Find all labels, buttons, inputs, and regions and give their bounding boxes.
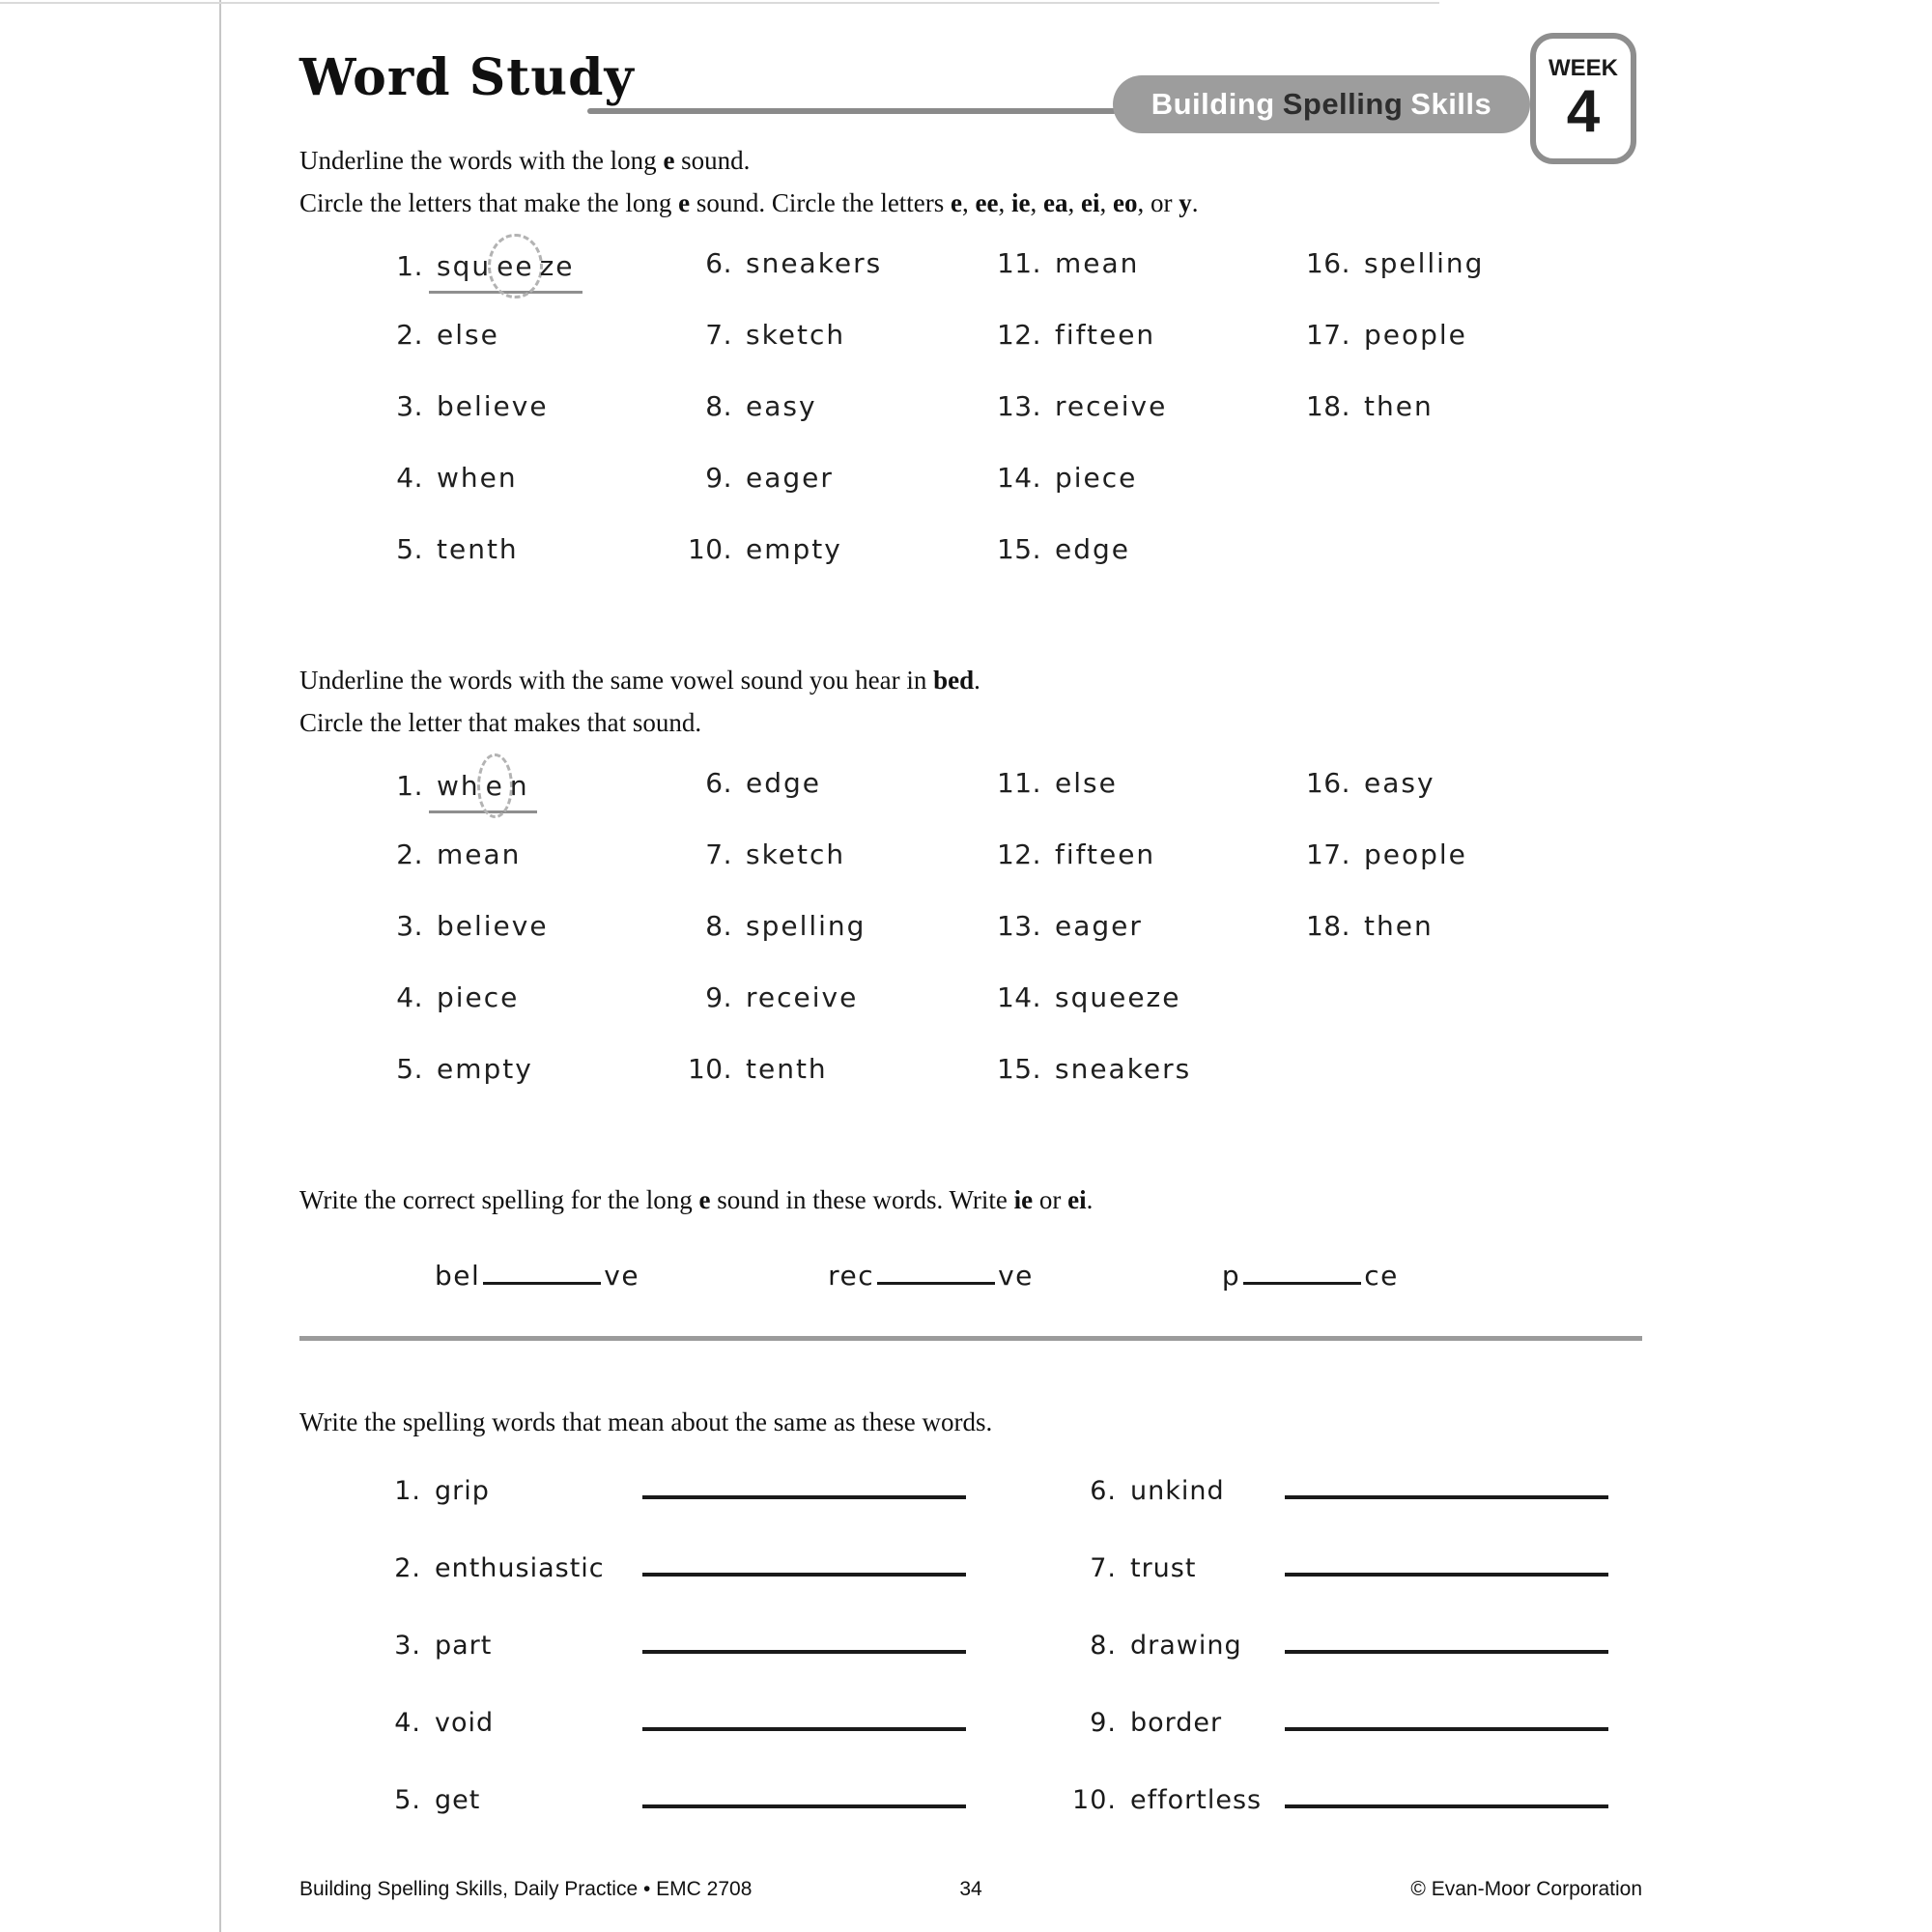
word-item: [678, 1053, 987, 1124]
word-item: [369, 319, 678, 390]
instructions-bed-line1: [299, 659, 1642, 701]
instructions-long-e-line2: [299, 182, 1642, 224]
word-item: [987, 981, 1296, 1053]
word-text: empty: [437, 1053, 533, 1085]
word-item: [987, 247, 1296, 319]
word-text: easy: [1364, 767, 1435, 799]
word-number: 3.: [396, 390, 423, 422]
word-item: [369, 767, 678, 838]
word-text: spelling: [1364, 247, 1485, 279]
word-text: believe: [437, 910, 549, 942]
text-fragment: ,: [1099, 188, 1113, 217]
synonym-column: [1063, 1476, 1608, 1862]
text-fragment: Write the spelling words that mean about the same as these words.: [299, 1407, 993, 1436]
word-text: receive: [1055, 390, 1168, 422]
text-fragment: .: [974, 666, 980, 695]
fill-in-item: [1222, 1260, 1399, 1292]
word-number: 6.: [705, 247, 732, 279]
week-badge: [1530, 33, 1636, 164]
synonym-number: 3.: [394, 1631, 421, 1661]
synonym-item: [367, 1785, 966, 1862]
title-rule: [587, 108, 1117, 114]
word-text: believe: [437, 390, 549, 422]
synonym-item: [1063, 1785, 1608, 1862]
word-number: 5.: [396, 533, 423, 565]
word-suffix: n: [509, 770, 529, 802]
word-text: receive: [746, 981, 859, 1013]
text-fragment: ea: [1043, 188, 1068, 217]
answer-blank[interactable]: [1285, 1495, 1608, 1499]
word-item: [369, 533, 678, 605]
fill-in-item: [435, 1260, 639, 1292]
text-fragment: Underline the words with the same vowel sound you hear in: [299, 666, 934, 695]
word-prefix: wh: [437, 770, 480, 802]
text-fragment: sound in these words. Write: [710, 1185, 1014, 1214]
word-text: squeeze: [1055, 981, 1181, 1013]
word-item: [1296, 910, 1605, 981]
word-text: else: [437, 319, 499, 351]
word-item: [678, 767, 987, 838]
word-item: [1296, 247, 1605, 319]
week-label: WEEK: [1548, 55, 1618, 81]
word-text: eager: [1055, 910, 1143, 942]
word-number: 9.: [705, 462, 732, 494]
word-text: else: [1055, 767, 1118, 799]
text-fragment: ,: [1030, 188, 1043, 217]
word-item: [678, 533, 987, 605]
word-item: [678, 838, 987, 910]
word-text: people: [1364, 838, 1467, 870]
word-text: when: [437, 462, 518, 494]
answer-blank[interactable]: [642, 1495, 966, 1499]
synonym-item: [1063, 1631, 1608, 1708]
word-number: 17.: [1305, 319, 1350, 351]
fill-in-suffix: ve: [604, 1260, 640, 1292]
synonym-label: unkind: [1130, 1476, 1225, 1506]
word-text: sneakers: [1055, 1053, 1192, 1085]
word-item: [678, 981, 987, 1053]
word-text: sketch: [746, 838, 846, 870]
synonym-label: effortless: [1130, 1785, 1263, 1815]
word-item: [1296, 319, 1605, 390]
word-number: 15.: [996, 533, 1041, 565]
text-fragment: y: [1179, 188, 1192, 217]
word-column: [1296, 767, 1605, 1124]
synonym-item: [367, 1708, 966, 1785]
word-text: [429, 247, 582, 294]
word-number: 18.: [1305, 910, 1350, 942]
synonym-label: grip: [435, 1476, 490, 1506]
text-fragment: ei: [1067, 1185, 1087, 1214]
text-fragment: ie: [1013, 1185, 1034, 1214]
synonym-list: [367, 1476, 1642, 1862]
page-title: Word Study: [299, 48, 635, 107]
text-fragment: e: [951, 188, 963, 217]
word-list-long-e: [369, 247, 1642, 605]
word-number: 17.: [1305, 838, 1350, 870]
instructions-bed-line2: [299, 701, 1642, 744]
word-item: [987, 767, 1296, 838]
word-item: [1296, 838, 1605, 910]
word-item: [369, 247, 678, 319]
word-item: [678, 390, 987, 462]
word-number: 14.: [996, 981, 1041, 1013]
answer-blank[interactable]: [1243, 1282, 1361, 1285]
text-fragment: ei: [1080, 188, 1100, 217]
word-item: [369, 1053, 678, 1124]
text-fragment: ,: [998, 188, 1011, 217]
synonym-number: 4.: [394, 1708, 421, 1738]
synonym-item: [1063, 1476, 1608, 1553]
word-prefix: squ: [437, 250, 492, 282]
footer-copyright: © Evan-Moor Corporation: [1410, 1878, 1642, 1900]
word-text: mean: [1055, 247, 1140, 279]
circled-letters: ee: [488, 234, 542, 298]
text-fragment: Circle the letter that makes that sound.: [299, 708, 702, 737]
word-text: piece: [437, 981, 520, 1013]
word-text: fifteen: [1055, 838, 1156, 870]
word-number: 11.: [996, 767, 1041, 799]
word-number: 7.: [705, 838, 732, 870]
circled-letters: e: [477, 753, 513, 818]
word-number: 2.: [396, 838, 423, 870]
word-number: 9.: [705, 981, 732, 1013]
word-number: 16.: [1305, 767, 1350, 799]
synonym-number: 1.: [394, 1476, 421, 1506]
word-number: 4.: [396, 462, 423, 494]
word-number: 4.: [396, 981, 423, 1013]
instructions-synonyms: [299, 1401, 1642, 1443]
synonym-item: [1063, 1553, 1608, 1631]
worksheet-body: [0, 139, 1932, 1862]
word-text: sketch: [746, 319, 846, 351]
text-fragment: bed: [933, 666, 975, 695]
word-item: [678, 247, 987, 319]
synonym-number: 10.: [1072, 1785, 1117, 1815]
word-text: tenth: [746, 1053, 828, 1085]
answer-blank[interactable]: [642, 1727, 966, 1731]
word-item: [987, 838, 1296, 910]
word-item: [369, 838, 678, 910]
text-fragment: .: [1086, 1185, 1094, 1214]
word-number: 16.: [1305, 247, 1350, 279]
synonym-item: [1063, 1708, 1608, 1785]
answer-blank[interactable]: [642, 1650, 966, 1654]
word-number: 2.: [396, 319, 423, 351]
word-text: then: [1364, 910, 1434, 942]
synonym-item: [367, 1631, 966, 1708]
word-text: easy: [746, 390, 817, 422]
fill-in-prefix: bel: [435, 1260, 481, 1292]
word-text: spelling: [746, 910, 867, 942]
word-list-bed: [369, 767, 1642, 1124]
text-fragment: e: [678, 188, 691, 217]
synonym-number: 7.: [1090, 1553, 1117, 1583]
word-item: [678, 319, 987, 390]
word-item: [369, 981, 678, 1053]
word-text: fifteen: [1055, 319, 1156, 351]
word-column: [678, 767, 987, 1124]
synonym-label: trust: [1130, 1553, 1197, 1583]
synonym-label: get: [435, 1785, 481, 1815]
word-number: 15.: [996, 1053, 1041, 1085]
word-number: 3.: [396, 910, 423, 942]
word-column: [1296, 247, 1605, 605]
word-item: [987, 910, 1296, 981]
word-number: 10.: [687, 533, 732, 565]
page-edge-line-left: [219, 0, 221, 1932]
word-item: [987, 1053, 1296, 1124]
synonym-number: 8.: [1090, 1631, 1117, 1661]
fill-in-prefix: p: [1221, 1260, 1241, 1292]
synonym-number: 6.: [1090, 1476, 1117, 1506]
text-fragment: , or: [1137, 188, 1179, 217]
instructions-long-e-line1: [299, 139, 1642, 182]
fill-in-suffix: ve: [998, 1260, 1034, 1292]
badge-word-spelling: Spelling: [1282, 87, 1404, 121]
text-fragment: ,: [1067, 188, 1081, 217]
word-number: 14.: [996, 462, 1041, 494]
word-suffix: ze: [539, 250, 575, 282]
fill-in-suffix: ce: [1364, 1260, 1399, 1292]
word-item: [369, 390, 678, 462]
word-text: edge: [1055, 533, 1130, 565]
word-text: piece: [1055, 462, 1138, 494]
word-text: [429, 767, 537, 813]
word-text: tenth: [437, 533, 519, 565]
synonym-label: part: [435, 1631, 493, 1661]
badge-word-skills: Skills: [1410, 87, 1492, 121]
word-item: [678, 910, 987, 981]
text-fragment: Circle the letters that make the long: [299, 188, 679, 217]
text-fragment: sound.: [674, 146, 751, 175]
synonym-label: border: [1130, 1708, 1223, 1738]
word-text: then: [1364, 390, 1434, 422]
word-number: 12.: [996, 838, 1041, 870]
word-item: [369, 462, 678, 533]
page-header: [0, 0, 1932, 145]
word-number: 5.: [396, 1053, 423, 1085]
word-item: [987, 533, 1296, 605]
word-item: [1296, 767, 1605, 838]
word-text: people: [1364, 319, 1467, 351]
text-fragment: ee: [975, 188, 999, 217]
footer-page-number: 34: [959, 1878, 982, 1900]
word-item: [987, 390, 1296, 462]
answer-blank[interactable]: [1285, 1727, 1608, 1731]
series-badge: [1113, 75, 1530, 133]
word-text: sneakers: [746, 247, 883, 279]
instructions-ie-ei: [299, 1179, 1642, 1221]
word-number: 13.: [996, 910, 1041, 942]
synonym-label: void: [435, 1708, 495, 1738]
text-fragment: Underline the words with the long: [299, 146, 664, 175]
fill-in-row: [435, 1260, 1642, 1292]
word-number: 13.: [996, 390, 1041, 422]
synonym-number: 5.: [394, 1785, 421, 1815]
answer-blank[interactable]: [877, 1282, 995, 1285]
synonym-label: drawing: [1130, 1631, 1242, 1661]
synonym-label: enthusiastic: [435, 1553, 605, 1583]
word-item: [987, 319, 1296, 390]
word-text: edge: [746, 767, 821, 799]
word-number: 1.: [396, 770, 423, 802]
word-number: 6.: [705, 767, 732, 799]
week-number: 4: [1566, 78, 1601, 145]
word-item: [369, 910, 678, 981]
word-column: [369, 767, 678, 1124]
text-fragment: sound. Circle the letters: [690, 188, 952, 217]
text-fragment: e: [698, 1185, 711, 1214]
text-fragment: or: [1033, 1185, 1068, 1214]
word-number: 10.: [687, 1053, 732, 1085]
text-fragment: ,: [962, 188, 976, 217]
answer-blank[interactable]: [1285, 1650, 1608, 1654]
word-text: mean: [437, 838, 522, 870]
word-number: 18.: [1305, 390, 1350, 422]
word-item: [678, 462, 987, 533]
word-number: 8.: [705, 390, 732, 422]
word-column: [369, 247, 678, 605]
word-column: [987, 767, 1296, 1124]
synonym-number: 2.: [394, 1553, 421, 1583]
text-fragment: e: [663, 146, 675, 175]
text-fragment: .: [1191, 188, 1199, 217]
text-fragment: Write the correct spelling for the long: [299, 1185, 699, 1214]
word-number: 11.: [996, 247, 1041, 279]
answer-blank[interactable]: [642, 1573, 966, 1577]
badge-word-building: Building: [1151, 87, 1275, 121]
word-number: 8.: [705, 910, 732, 942]
word-number: 12.: [996, 319, 1041, 351]
fill-in-item: [828, 1260, 1034, 1292]
section-divider: [299, 1336, 1642, 1341]
word-text: eager: [746, 462, 834, 494]
synonym-item: [367, 1553, 966, 1631]
fill-in-prefix: rec: [828, 1260, 875, 1292]
answer-blank[interactable]: [642, 1804, 966, 1808]
text-fragment: ie: [1011, 188, 1031, 217]
word-text: empty: [746, 533, 842, 565]
word-number: 7.: [705, 319, 732, 351]
text-fragment: eo: [1112, 188, 1138, 217]
page-footer: [299, 1878, 1642, 1901]
answer-blank[interactable]: [1285, 1573, 1608, 1577]
answer-blank[interactable]: [483, 1282, 601, 1285]
word-column: [678, 247, 987, 605]
synonym-item: [367, 1476, 966, 1553]
footer-book-title: Building Spelling Skills, Daily Practice • EMC 2708: [299, 1878, 753, 1900]
word-item: [1296, 390, 1605, 462]
word-number: 1.: [396, 250, 423, 282]
synonym-column: [367, 1476, 966, 1862]
word-item: [987, 462, 1296, 533]
answer-blank[interactable]: [1285, 1804, 1608, 1808]
synonym-number: 9.: [1090, 1708, 1117, 1738]
word-column: [987, 247, 1296, 605]
